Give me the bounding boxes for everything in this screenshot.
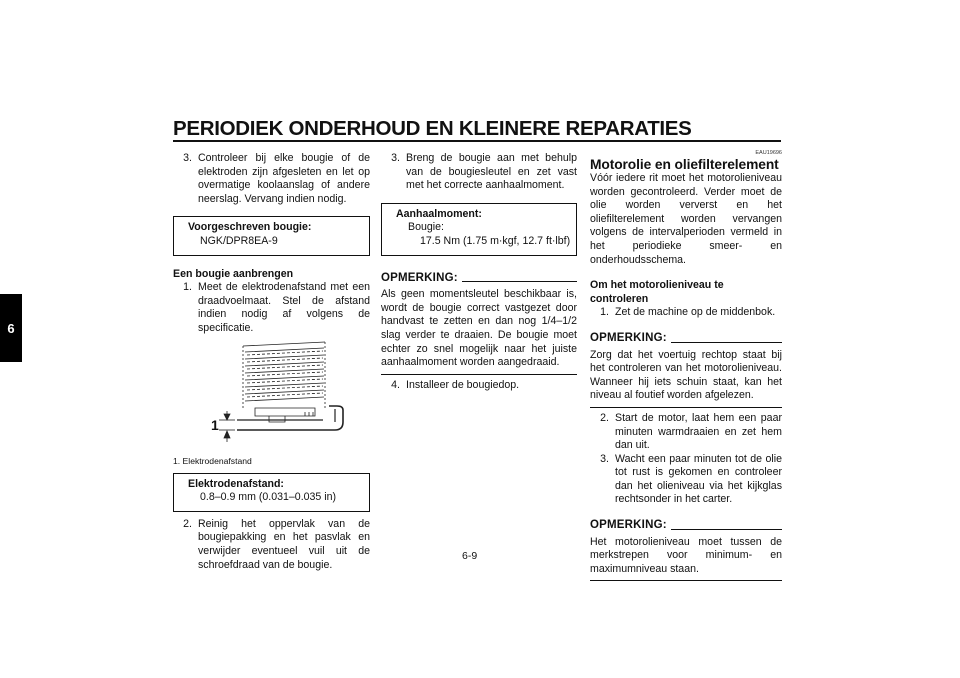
list-item: 1. Zet de machine op de middenbok. <box>600 306 776 319</box>
list-item: 2. Start de motor, laat hem een paar minuten warmdraaien en zet hem dan uit. <box>600 411 782 452</box>
spec-box-torque <box>381 203 577 256</box>
list-item: 4. Installeer de bougiedop. <box>391 378 520 391</box>
figure-callout: 1 <box>210 416 219 433</box>
spec-value: 0.8–0.9 mm (0.031–0.035 in) <box>200 491 337 504</box>
chapter-tab: 6 <box>0 294 22 362</box>
list-item: 3. Wacht een paar minuten tot de olie tot rust is gekomen en controleer dan het olieniveau via het kijkglas rechtsonder in het carter. <box>600 452 782 506</box>
note-text: Het motorolieniveau moet tussen de merkstrepen voor minimum- en maximumniveau staan. <box>590 533 782 582</box>
spec-box-gap <box>173 473 370 512</box>
list-item: 3. Controleer bij elke bougie of de elektroden zijn afgesleten en let op overmatige koolaanslag of andere neerslag. Vervang indien nodig. <box>183 152 370 205</box>
spec-box-spark-plug <box>173 216 370 255</box>
intro-paragraph: Vóór iedere rit moet het motorolieniveau worden gecontroleerd. Verder moet de olie worden ververst en het oliefilterelement worden vervangen volgens de intervalperioden vermeld in het periodieke smeer- en onderhoudsschema. <box>590 172 782 266</box>
section-code: EAU19696 <box>755 150 782 156</box>
title-rule <box>173 140 781 142</box>
spec-label: Bougie: <box>408 221 444 234</box>
note-label: OPMERKING: <box>590 519 667 532</box>
list-item: 2. Reinig het oppervlak van de bougiepakking en het pasvlak en verwijder eventueel vuil uit de schroefdraad van de bougie. <box>183 517 370 571</box>
note-label: OPMERKING: <box>381 271 458 284</box>
spec-heading: Elektrodenafstand: <box>188 477 284 490</box>
list-item: 3. Breng de bougie aan met behulp van de bougiesleutel en zet vast met het correcte aanhaalmoment. <box>391 152 577 192</box>
page-number: 6-9 <box>462 550 478 562</box>
note-text: Als geen momentsleutel beschikbaar is, wordt de bougie correct vastgezet door handvast te zetten en dan nog 1/4–1/2 slag verder te draaien. De bougie moet echter zo snel mogelijk naar het juiste aanhaalmoment worden aangedraaid. <box>381 285 577 375</box>
note-header <box>381 272 577 286</box>
note-header <box>590 332 782 346</box>
column-right <box>590 150 782 581</box>
list-item: 1. Meet de elektrodenafstand met een draadvoelmaat. Stel de afstand indien nodig af volgens de specificatie. <box>183 281 370 334</box>
column-middle <box>381 152 577 392</box>
note-label: OPMERKING: <box>590 331 667 344</box>
note-header <box>590 519 782 533</box>
spec-heading: Voorgeschreven bougie: <box>188 221 312 234</box>
spec-heading: Aanhaalmoment: <box>396 207 482 220</box>
figure-caption: 1. Elektrodenafstand <box>173 455 252 466</box>
section-subheading: Om het motorolieniveau te controleren <box>590 279 724 305</box>
note-text: Zorg dat het voertuig rechtop staat bij het controleren van het motorolieniveau. Wanneer hij iets schuin staat, kan het niveau al foutief worden afgelezen. <box>590 346 782 408</box>
page-title: PERIODIEK ONDERHOUD EN KLEINERE REPARATIES <box>173 117 692 140</box>
section-heading: Motorolie en oliefilterelement <box>590 157 779 172</box>
section-subheading: Een bougie aanbrengen <box>173 267 294 280</box>
spec-value: 17.5 Nm (1.75 m·kgf, 12.7 ft·lbf) <box>420 234 571 247</box>
spec-value: NGK/DPR8EA-9 <box>200 234 278 247</box>
spark-plug-gap-figure <box>197 336 347 446</box>
column-left <box>173 152 370 572</box>
